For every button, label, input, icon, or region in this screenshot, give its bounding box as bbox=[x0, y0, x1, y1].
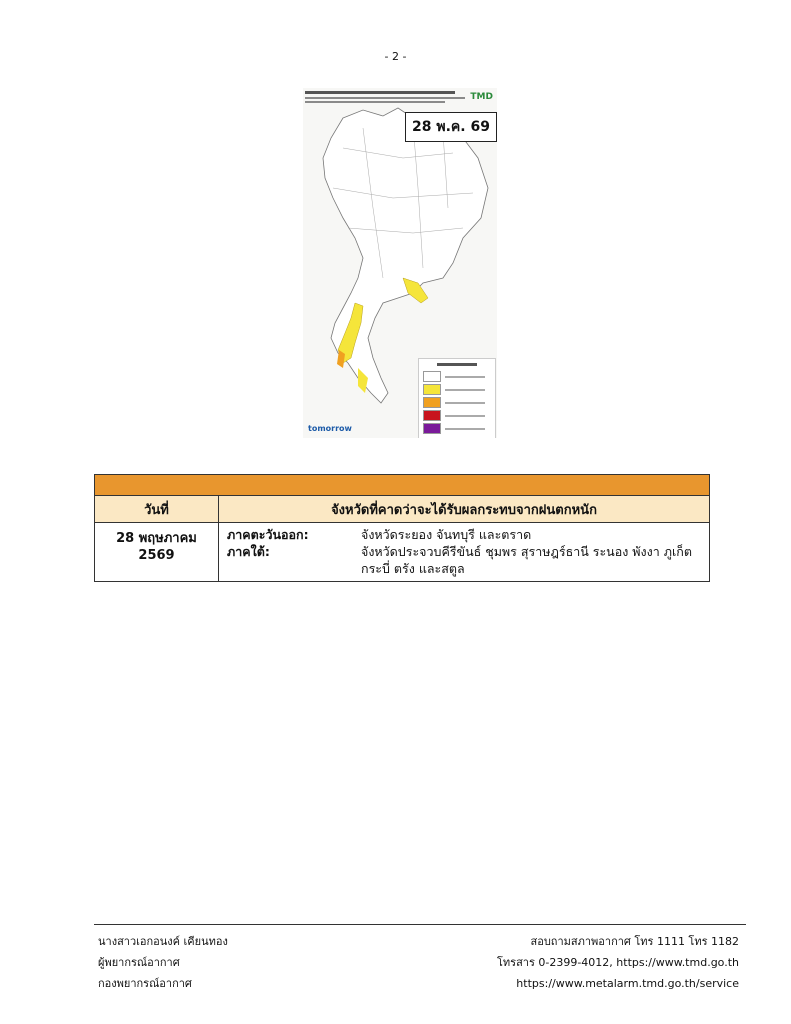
footer-author bbox=[98, 931, 228, 994]
affected-areas bbox=[219, 523, 710, 582]
table-band bbox=[95, 475, 710, 496]
author-title: ผู้พยากรณ์อากาศ bbox=[98, 956, 180, 969]
region-provinces: จังหวัดระยอง จันทบุรี และตราด bbox=[361, 527, 532, 542]
region-provinces: จังหวัดประจวบคีรีขันธ์ ชุมพร สุราษฎร์ธานี ระนอง พังงา ภูเก็ต กระบี่ ตรัง และสตูล bbox=[361, 544, 692, 576]
footer-contact bbox=[497, 931, 739, 994]
region-east bbox=[227, 526, 703, 543]
forecast-date: 28 พฤษภาคม 2569 bbox=[95, 523, 219, 582]
author-name: นางสาวเอกอนงค์ เคียนทอง bbox=[98, 935, 228, 948]
tmd-logo: TMD bbox=[470, 92, 493, 102]
page-number: - 2 - bbox=[384, 50, 407, 63]
contact-phone: สอบถามสภาพอากาศ โทร 1111 โทร 1182 bbox=[530, 935, 739, 948]
map-date-label: 28 พ.ค. 69 bbox=[405, 112, 497, 142]
contact-fax-web: โทรสาร 0-2399-4012, https://www.tmd.go.th bbox=[497, 956, 739, 969]
region-south bbox=[227, 543, 703, 577]
date-column-header: วันที่ bbox=[95, 496, 219, 523]
footer-divider bbox=[94, 924, 746, 925]
table-row bbox=[95, 523, 710, 582]
author-division: กองพยากรณ์อากาศ bbox=[98, 977, 192, 990]
tomorrow-logo: tomorrow bbox=[308, 424, 352, 433]
rain-impact-table bbox=[94, 474, 710, 582]
map-legend bbox=[418, 358, 496, 438]
region-label: ภาคตะวันออก: bbox=[227, 527, 309, 542]
contact-service-link[interactable]: https://www.metalarm.tmd.go.th/service bbox=[516, 977, 739, 990]
region-label: ภาคใต้: bbox=[227, 544, 270, 559]
area-column-header: จังหวัดที่คาดว่าจะได้รับผลกระทบจากฝนตกหนัก bbox=[219, 496, 710, 523]
